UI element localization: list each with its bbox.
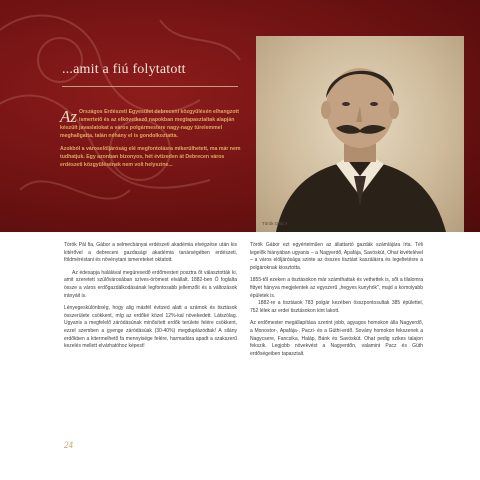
- header-banner: [0, 0, 480, 232]
- right-column: [250, 242, 423, 363]
- right-paragraph-3: 1882-re a tisztások 783 polgár kezében összpontosultak 385 épülettel, 752 lélek az erdei tisztásokon kint lakott.: [250, 300, 423, 314]
- page-title: ...amit a fiú folytatott: [62, 62, 186, 77]
- right-paragraph-4: Az erdőmester megállapítása szerint jobb, agyagos homokon álla Nagyerdő, a Monostor-, Apafája-, Paczi- és a Güthi-erdő. Sovány homokon fekszenek a Nagycsere, Fancsika, Haláp, Bánk és Savóskút. Ohat pedig szikes talajon fekszik. Legjobb növekvést a Nagyerdőn, valamint Pacz és Güth erdőségeiben tapasztalt.: [250, 320, 423, 357]
- intro-paragraph-1: [60, 108, 248, 140]
- intro-paragraph-1-text: Országos Erdészeti Egyesület debreceni közgyűlésén elhangzott ismertető és az elkövetkező napokban megtapasztaltak alapján készült javaslatokat a város polgármestere nagy-nagy türelemmel meghallgatta, talán néhány el is gondolkoztatta.: [60, 109, 239, 139]
- page-number: 24: [64, 440, 73, 450]
- left-paragraph-3: Lényegeskülönbség, hogy alig másfél évtized alatt a számok és tisztások összerülete csökkent, míg az erdőké közel 12%-kal növekedett. Látszólag. Ugyanis a megfelelő záródásúnak minősített erdők területe felére csökkent, ezzel szemben a gyenge záródásúak (30-40%) megduplázódtak! A silány erdőkben a kitermelhető fa mennyisége felére, harmadára apadt a szakszerű kezelés mellett elvárhatóhoz képest!: [64, 305, 237, 350]
- right-paragraph-2: 1855-től ezeken a tisztásokon már számthattak és vethettek is, sőt a tilalomra fittyet hányva megjelentek az egyszerű „hegyes kunyhók", majd a komolyabb épületek is.: [250, 277, 423, 299]
- portrait-photo: [256, 36, 464, 232]
- left-paragraph-1: Török Pál fia, Gábor a selmecbányai erdészeti akadémia elvégzése után kis kitérővel a debreceni gazdasági akadémia tanárségében erdészeti, földméréstani és növénytani ismereteket oktatott.: [64, 242, 237, 264]
- portrait-illustration: [256, 36, 464, 232]
- photo-caption: Török Gábor: [262, 221, 288, 226]
- intro-paragraph-2: Azokból a városelöljáróság elé megfontolásra mikerülhetett, ma már nem tudhatjuk. Egy azonban bizonyos, hét évtizeden át Debrecen város erdészeti közgyűlésének nem volt helyszíne...: [60, 146, 241, 168]
- title-divider: [62, 86, 238, 87]
- left-paragraph-2: Az édesapja halálával megüresedő erdőmesteri posztra őt választották ki, amit szeretett szülővárosában szíves-örömest elvállalt. 1882-ben Ő foglalta össze a város erdőgazdálkodásának legfontosabb jellemzőit és a változások irányáit is.: [64, 269, 237, 299]
- left-column: [64, 242, 237, 356]
- right-paragraph-1: Török Gábor ezt egyértelműen az állattartó gazdák számlájára írta. Téli legelők hiányában ugyanis – a Nagyerdő, Apafája, Savóskút, Ohat kivételével – a város elöljárósága szinte az összes tisztást kaszálásra és legeltetésre a polgároknak kiosztotta.: [250, 242, 423, 271]
- intro-text: [60, 108, 248, 174]
- drop-cap: Az: [60, 107, 77, 126]
